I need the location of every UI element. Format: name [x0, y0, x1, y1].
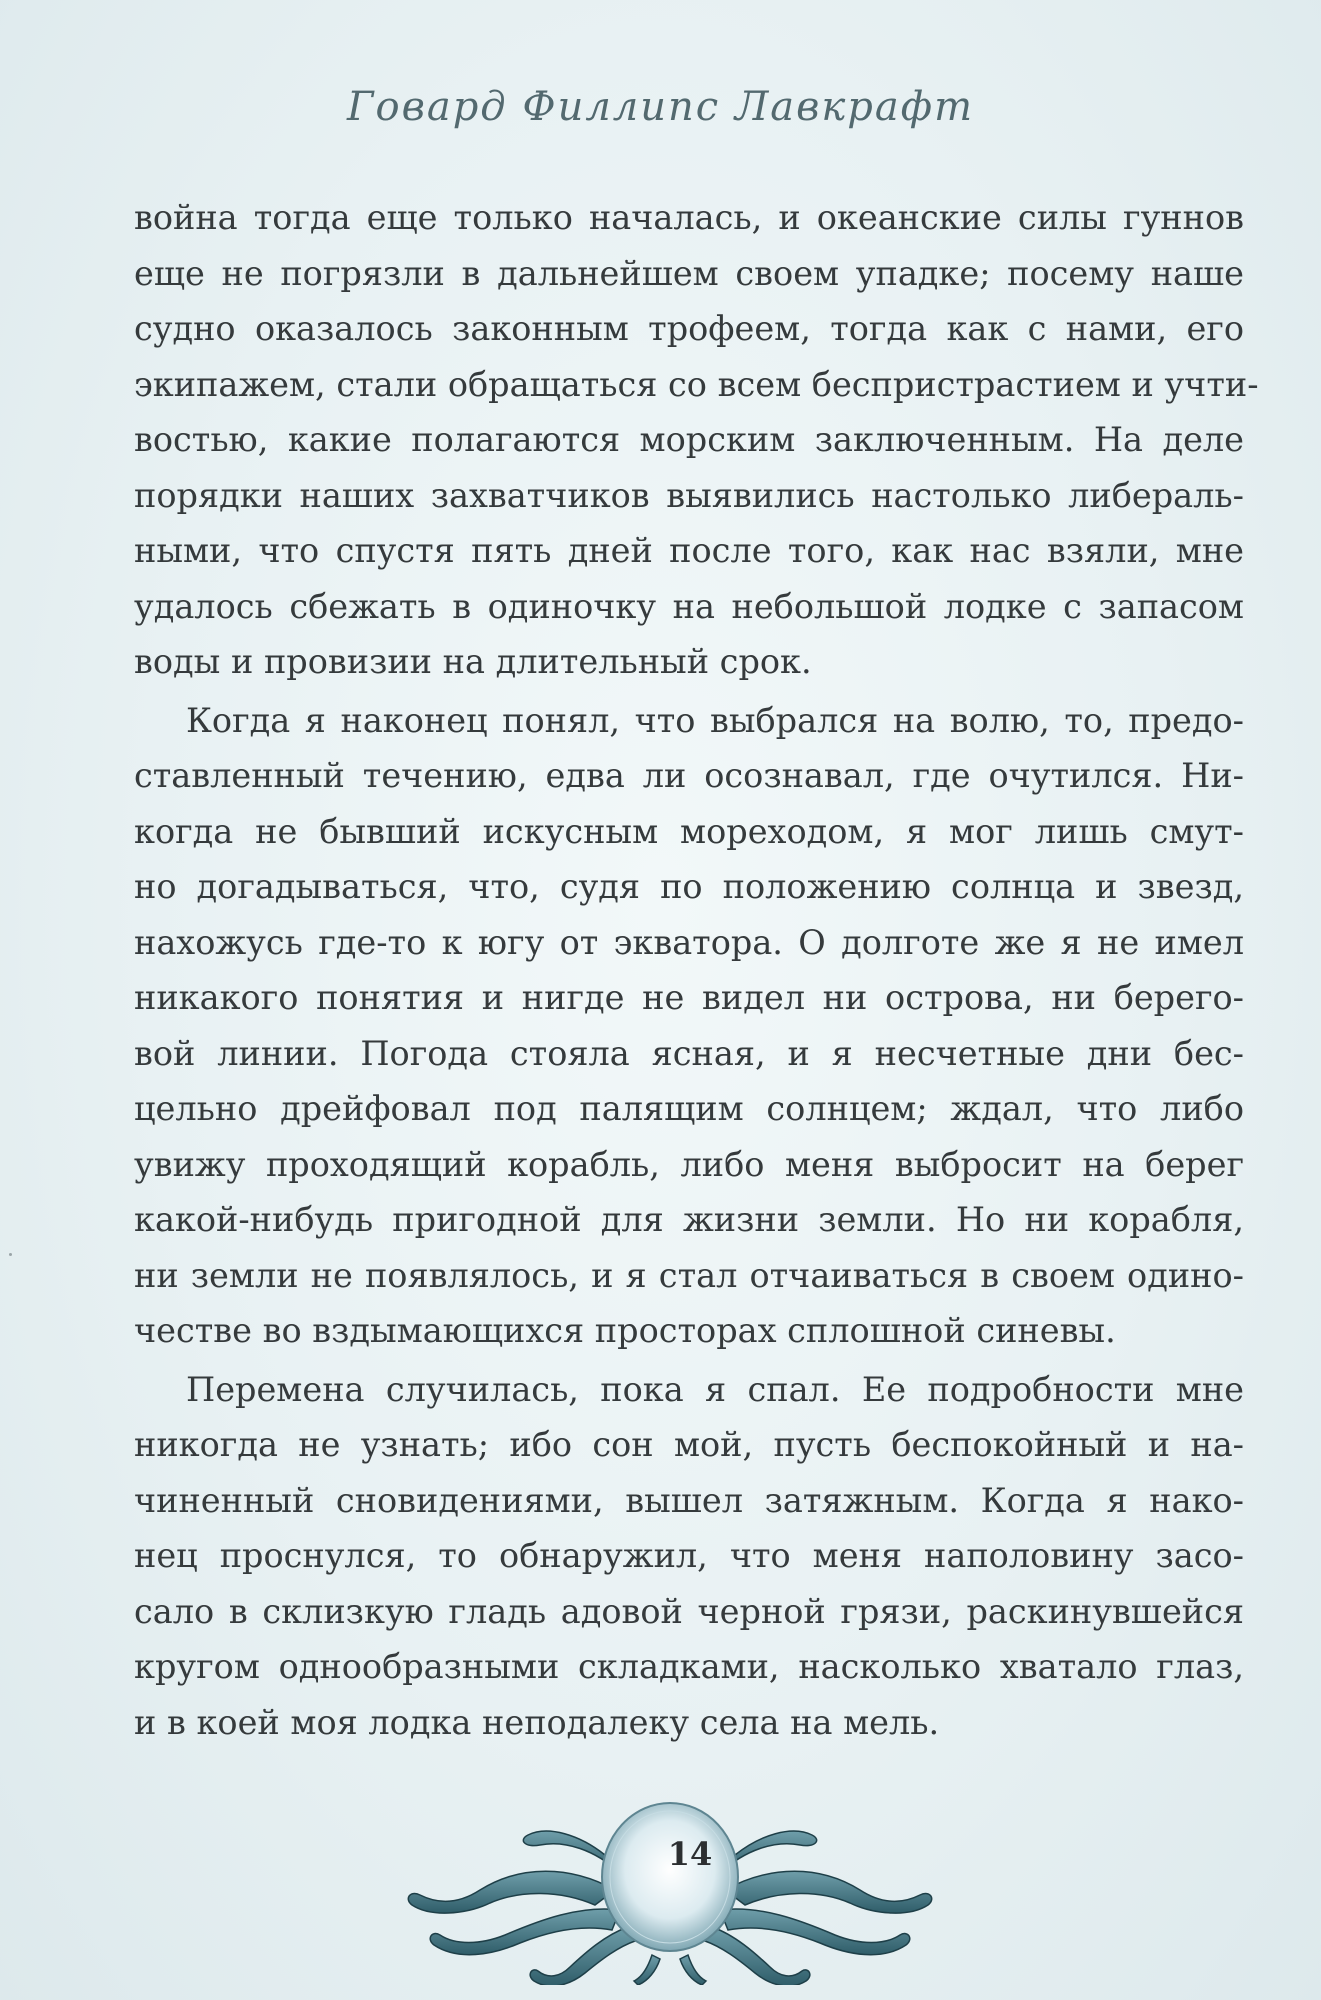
text-line: вой линии. Погода стояла ясная, и я несчетные дни бес- — [134, 1033, 1244, 1073]
text-line: судно оказалось законным трофеем, тогда как с нами, его — [134, 309, 1244, 348]
text-line: чиненный сновидениями, вышел затяжным. Когда я нако- — [134, 1480, 1244, 1520]
page-number: 14 — [667, 1835, 713, 1873]
text-line: еще не погрязли в дальнейшем своем упадке; посему наше — [134, 253, 1244, 293]
text-line: цельно дрейфовал под палящим солнцем; ждал, что либо — [134, 1089, 1244, 1128]
running-head: Говард Филлипс Лавкрафт — [347, 84, 974, 130]
text-line: но догадываться, что, судя по положению солнца и звезд, — [134, 867, 1244, 906]
text-line: ставленный течению, едва ли осознавал, где очутился. Ни- — [134, 756, 1244, 795]
text-line: честве во вздымающихся просторах сплошной синевы. — [134, 1311, 1116, 1350]
text-line: кругом однообразными складками, насколько хватало глаз, — [134, 1647, 1244, 1686]
text-line: нец проснулся, то обнаружил, что меня наполовину засо- — [134, 1536, 1244, 1575]
text-line: ни земли не появлялось, и я стал отчаиваться в своем одино- — [134, 1255, 1244, 1295]
paragraph-2 — [134, 693, 1244, 1359]
paragraph-1 — [134, 190, 1259, 690]
text-line: и в коей моя лодка неподалеку села на мель. — [134, 1702, 940, 1742]
text-line: сало в склизкую гладь адовой черной грязи, раскинувшейся — [134, 1591, 1244, 1631]
text-line: ными, что спустя пять дней после того, как нас взяли, мне — [134, 531, 1244, 570]
margin-speck — [9, 1253, 12, 1256]
body-text — [134, 190, 1259, 1753]
text-line: война тогда еще только началась, и океанские силы гуннов — [134, 198, 1244, 237]
text-line: воды и провизии на длительный срок. — [134, 642, 812, 681]
skull-tentacles-icon — [380, 1795, 960, 1985]
text-line: Когда я наконец понял, что выбрался на волю, то, предо- — [186, 700, 1244, 740]
text-line: востью, какие полагаются морским заключенным. На деле — [134, 420, 1244, 459]
text-line: удалось сбежать в одиночку на небольшой лодке с запасом — [134, 586, 1244, 626]
text-line: когда не бывший искусным мореходом, я мог лишь смут- — [134, 811, 1244, 851]
text-line: увижу проходящий корабль, либо меня выбросит на берег — [134, 1144, 1244, 1184]
text-line: Перемена случилась, пока я спал. Ее подробности мне — [186, 1369, 1244, 1409]
text-line: никогда не узнать; ибо сон мой, пусть беспокойный и на- — [134, 1425, 1244, 1464]
text-line: экипажем, стали обращаться со всем беспристрастием и учти- — [134, 364, 1259, 404]
text-line: порядки наших захватчиков выявились настолько либераль- — [134, 475, 1244, 515]
text-line: какой-нибудь пригодной для жизни земли. Но ни корабля, — [134, 1200, 1244, 1239]
paragraph-3 — [134, 1362, 1244, 1751]
text-line: нахожусь где-то к югу от экватора. О долготе же я не имел — [134, 922, 1244, 962]
text-line: никакого понятия и нигде не видел ни острова, ни берего- — [134, 978, 1244, 1017]
